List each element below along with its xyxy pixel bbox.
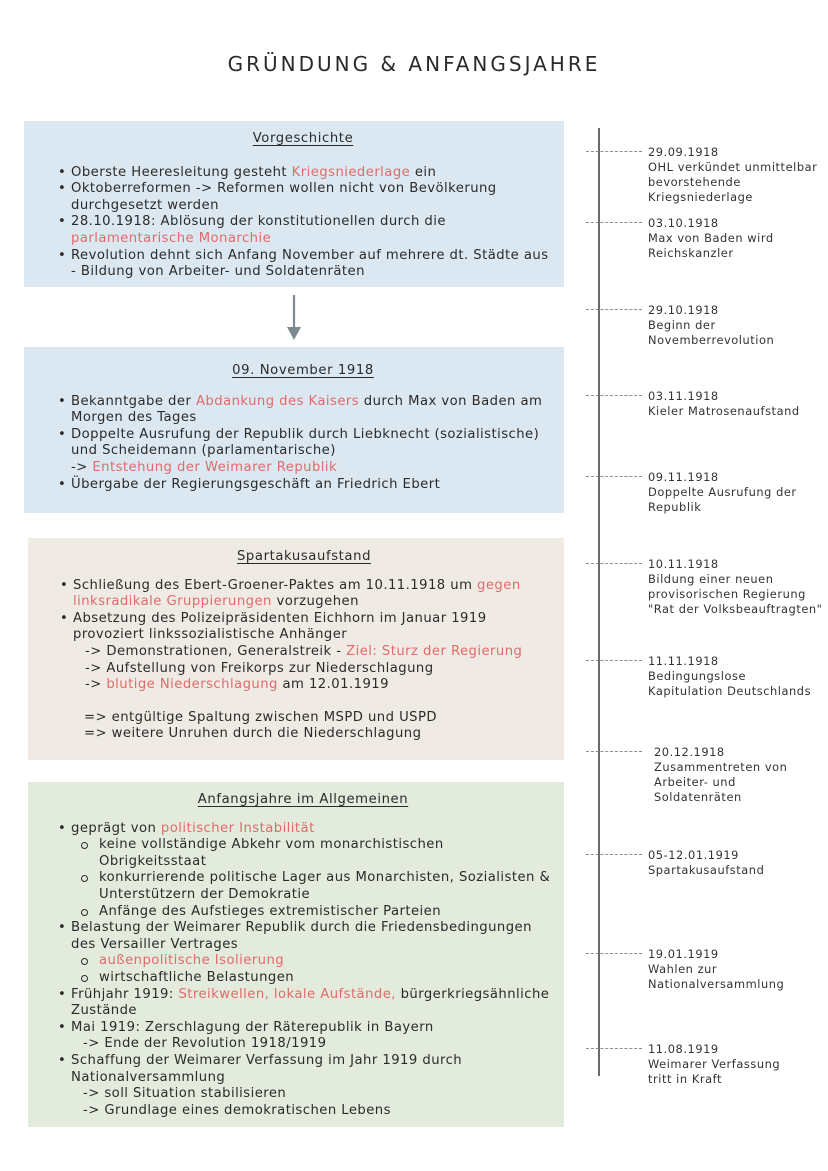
vorgeschichte-list — [54, 165, 552, 281]
timeline-connector — [586, 151, 642, 152]
spartakus-heading: Spartakusaufstand — [236, 549, 372, 564]
november-list — [54, 394, 552, 494]
event-date: 29.09.1918 — [648, 145, 719, 159]
list-item: • Frühjahr 1919: Streikwellen, lokale Aufstände, bürgerkriegsähnliche Zustände — [54, 987, 552, 1020]
anfangsjahre-list — [54, 821, 552, 1120]
event-date: 10.11.1918 — [648, 557, 719, 571]
list-item: -> soll Situation stabilisieren — [83, 1086, 287, 1102]
conclusion-line: => weitere Unruhen durch die Niederschlagung — [84, 726, 422, 742]
list-item: • Oktoberreformen -> Reformen wollen nicht von Bevölkerung durchgesetzt werden — [54, 181, 552, 214]
spacer — [56, 694, 552, 710]
event-date: 05-12.01.1919 — [648, 848, 739, 862]
list-item: • Mai 1919: Zerschlagung der Räterepublik in Bayern — [54, 1020, 552, 1037]
event-text: Spartakusaufstand — [648, 863, 765, 877]
conclusion-line: => entgültige Spaltung zwischen MSPD und USPD — [84, 709, 437, 725]
list-item: • Bekanntgabe der Abdankung des Kaisers durch Max von Baden am Morgen des Tages — [54, 394, 552, 427]
event-date: 03.10.1918 — [648, 216, 719, 230]
vorgeschichte-heading: Vorgeschichte — [252, 131, 354, 146]
list-item: -> blutige Niederschlagung am 12.01.1919 — [85, 677, 389, 693]
timeline-connector — [586, 751, 642, 752]
timeline-connector — [586, 854, 642, 855]
list-item: -> Ende der Revolution 1918/1919 — [83, 1036, 327, 1052]
timeline-connector — [586, 222, 642, 223]
list-item: -> Demonstrationen, Generalstreik - Ziel: Sturz der Regierung — [85, 643, 523, 659]
list-item: • Übergabe der Regierungsgeschäft an Friedrich Ebert — [54, 477, 552, 494]
list-item: • Revolution dehnt sich Anfang November auf mehrere dt. Städte aus - Bildung von Arbeiter- und Soldatenräten — [54, 248, 552, 281]
event-text: Max von Baden wird Reichskanzler — [648, 231, 774, 260]
event-text: OHL verkündet unmittelbar bevorstehende Kriegsniederlage — [648, 160, 818, 204]
event-text: Wahlen zur Nationalversammlung — [648, 962, 785, 991]
list-item: • Oberste Heeresleitung gesteht Kriegsniederlage ein — [54, 165, 552, 182]
timeline-connector — [586, 309, 642, 310]
sub-list-item: keine vollständige Abkehr vom monarchistischen Obrigkeitsstaat — [54, 837, 552, 870]
list-item: -> Grundlage eines demokratischen Lebens — [83, 1102, 391, 1118]
event-date: 19.01.1919 — [648, 947, 719, 961]
list-item: • Schaffung der Weimarer Verfassung im Jahr 1919 durch Nationalversammlung — [54, 1053, 552, 1086]
event-date: 03.11.1918 — [648, 389, 719, 403]
event-date: 29.10.1918 — [648, 303, 719, 317]
timeline-connector — [586, 1048, 642, 1049]
sub-list-item: wirtschaftliche Belastungen — [54, 970, 552, 987]
list-item: • Absetzung des Polizeipräsidenten Eichhorn im Januar 1919 provoziert linkssozialistische Anhänger — [56, 611, 552, 644]
list-item: • geprägt von politischer Instabilität — [54, 821, 552, 838]
event-date: 20.12.1918 — [654, 745, 725, 759]
list-item: • Schließung des Ebert-Groener-Paktes am 10.11.1918 um gegen linksradikale Gruppierungen vorzugehen — [56, 578, 552, 611]
anfangsjahre-heading: Anfangsjahre im Allgemeinen — [197, 792, 409, 807]
timeline-axis — [598, 128, 600, 1076]
event-date: 09.11.1918 — [648, 470, 719, 484]
sub-list-item: Anfänge des Aufstieges extremistischer Parteien — [54, 904, 552, 921]
down-arrow-icon — [286, 295, 302, 341]
list-item: -> Aufstellung von Freikorps zur Niederschlagung — [85, 660, 434, 676]
page-title: GRÜNDUNG & ANFANGSJAHRE — [227, 52, 601, 76]
timeline-connector — [586, 476, 642, 477]
event-text: Beginn der Novemberrevolution — [648, 318, 775, 347]
vorgeschichte-box — [24, 121, 564, 287]
event-text: Weimarer Verfassung tritt in Kraft — [648, 1057, 781, 1086]
anfangsjahre-box — [28, 782, 564, 1127]
event-text: Zusammentreten von Arbeiter- und Soldatenräten — [654, 760, 788, 804]
spartakus-list — [56, 578, 552, 743]
list-item: • Belastung der Weimarer Republik durch die Friedensbedingungen des Versailler Vertrages — [54, 920, 552, 953]
sub-list-item: konkurrierende politische Lager aus Monarchisten, Sozialisten & Unterstützern der Demokratie — [54, 870, 552, 903]
november-heading: 09. November 1918 — [232, 363, 374, 378]
timeline-connector — [586, 953, 642, 954]
event-text: Kieler Matrosenaufstand — [648, 404, 800, 418]
event-date: 11.08.1919 — [648, 1042, 719, 1056]
event-text: Bedingungslose Kapitulation Deutschlands — [648, 669, 812, 698]
list-item: • 28.10.1918: Ablösung der konstitutionellen durch die parlamentarische Monarchie — [54, 214, 552, 247]
event-text: Bildung einer neuen provisorischen Regierung "Rat der Volksbeauftragten" — [648, 572, 823, 616]
event-text: Doppelte Ausrufung der Republik — [648, 485, 797, 514]
sub-list-item: außenpolitische Isolierung — [54, 953, 552, 970]
timeline-connector — [586, 660, 642, 661]
november-box — [24, 347, 564, 513]
list-item: • Doppelte Ausrufung der Republik durch Liebknecht (sozialistische) und Scheidemann (parlamentarische) -> Entstehung der Weimarer Republik — [54, 427, 552, 477]
timeline-connector — [586, 395, 642, 396]
event-date: 11.11.1918 — [648, 654, 719, 668]
timeline-connector — [586, 563, 642, 564]
spartakus-box — [28, 538, 564, 760]
